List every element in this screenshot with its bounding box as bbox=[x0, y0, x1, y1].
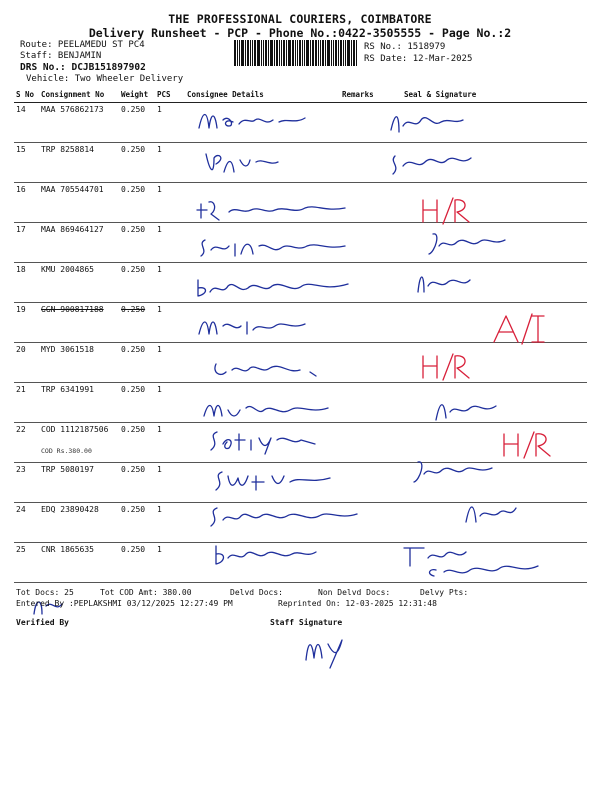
row-weight bbox=[119, 503, 155, 543]
row-sno-text: 14 bbox=[16, 105, 26, 114]
row-weight bbox=[119, 143, 155, 183]
barcode-bar bbox=[283, 40, 285, 66]
row-weight bbox=[119, 543, 155, 583]
row-pcs bbox=[155, 543, 185, 583]
entered-by: Entered By :PEPLAKSHMI 03/12/2025 12:27:49 PM bbox=[16, 599, 233, 608]
row-pcs-text: 1 bbox=[157, 425, 162, 434]
barcode-bar bbox=[288, 40, 291, 66]
consignee-signature-21 bbox=[200, 396, 340, 426]
row-sno-text: 15 bbox=[16, 145, 26, 154]
delivered-docs: Delvd Docs: bbox=[230, 588, 283, 597]
consignee-signature-20 bbox=[210, 354, 330, 384]
row-sno bbox=[14, 423, 39, 463]
row-consignment-no bbox=[39, 463, 119, 503]
barcode-bar bbox=[310, 40, 311, 66]
row-consignment-no-text: MAA 705544701 bbox=[41, 185, 104, 194]
row-sno bbox=[14, 383, 39, 423]
row-weight-text: 0.250 bbox=[121, 505, 146, 514]
runsheet-subtitle: Delivery Runsheet - PCP - Phone No.:0422-3505555 - Page No.:2 bbox=[88, 26, 512, 40]
non-delivered-docs: Non Delvd Docs: bbox=[318, 588, 391, 597]
row-sno bbox=[14, 463, 39, 503]
barcode-bar bbox=[356, 40, 357, 66]
barcode-bar bbox=[333, 40, 334, 66]
row-consignment-no-text: MAA 576862173 bbox=[41, 105, 104, 114]
col-sno: S No bbox=[14, 86, 39, 103]
staff-label: Staff: BENJAMIN bbox=[20, 51, 102, 61]
row-consignment-no-text: MYD 3061518 bbox=[41, 345, 94, 354]
col-consignee: Consignee Details bbox=[185, 86, 340, 103]
row-sno-text: 20 bbox=[16, 345, 26, 354]
row-sno-text: 21 bbox=[16, 385, 26, 394]
barcode-bar bbox=[299, 40, 301, 66]
row-sno bbox=[14, 223, 39, 263]
row-pcs-text: 1 bbox=[157, 305, 162, 314]
seal-signature-18 bbox=[410, 268, 480, 298]
barcode-bar bbox=[261, 40, 262, 66]
remark-hr-22 bbox=[496, 428, 566, 462]
consignee-signature-24 bbox=[205, 502, 365, 532]
row-remarks bbox=[340, 303, 390, 343]
seal-signature-24 bbox=[460, 498, 520, 528]
row-pcs bbox=[155, 263, 185, 303]
barcode-bar bbox=[254, 40, 256, 66]
row-sno bbox=[14, 103, 39, 143]
barcode-bar bbox=[295, 40, 296, 66]
route-label: Route: PEELAMEDU ST PC4 bbox=[20, 40, 145, 50]
row-weight bbox=[119, 423, 155, 463]
row-remarks bbox=[340, 103, 390, 143]
row-weight bbox=[119, 223, 155, 263]
row-weight bbox=[119, 183, 155, 223]
row-weight bbox=[119, 303, 155, 343]
barcode-bar bbox=[286, 40, 287, 66]
row-weight-text: 0.250 bbox=[121, 425, 146, 434]
row-sno bbox=[14, 183, 39, 223]
row-sno-text: 18 bbox=[16, 265, 26, 274]
row-pcs bbox=[155, 463, 185, 503]
row-sno-text: 16 bbox=[16, 185, 26, 194]
row-remarks bbox=[340, 383, 390, 423]
col-seal: Seal & Signature bbox=[390, 86, 587, 103]
row-pcs-text: 1 bbox=[157, 185, 162, 194]
row-sno-text: 17 bbox=[16, 225, 26, 234]
barcode-bar bbox=[245, 40, 246, 66]
barcode-bar bbox=[234, 40, 236, 66]
consignee-signature-22 bbox=[205, 426, 335, 456]
row-sno bbox=[14, 543, 39, 583]
row-consignment-no-text: TRP 6341991 bbox=[41, 385, 94, 394]
col-consignment: Consignment No bbox=[39, 86, 119, 103]
row-sno-text: 19 bbox=[16, 305, 26, 314]
row-sno-text: 24 bbox=[16, 505, 26, 514]
row-weight-text: 0.250 bbox=[121, 345, 146, 354]
staff-signature-mark bbox=[300, 630, 350, 670]
row-weight-text: 0.250 bbox=[121, 305, 146, 314]
row-consignment-no bbox=[39, 263, 119, 303]
barcode-bar bbox=[327, 40, 330, 66]
consignee-signature-25 bbox=[210, 540, 330, 570]
row-consignment-no-text: MAA 869464127 bbox=[41, 225, 104, 234]
row-consignment-no-text: KMU 2004865 bbox=[41, 265, 94, 274]
table-header-row bbox=[14, 86, 587, 103]
seal-signature-15 bbox=[385, 146, 485, 180]
row-pcs-text: 1 bbox=[157, 345, 162, 354]
row-weight-text: 0.250 bbox=[121, 105, 146, 114]
row-consignment-no bbox=[39, 303, 119, 343]
row-consignment-no-text: COD 1112187506 bbox=[41, 425, 109, 434]
barcode-bar bbox=[265, 40, 267, 66]
barcode-bar bbox=[276, 40, 278, 66]
barcode-bar bbox=[237, 40, 238, 66]
barcode-bar bbox=[268, 40, 269, 66]
barcode-bar bbox=[263, 40, 264, 66]
row-remarks bbox=[340, 143, 390, 183]
row-pcs bbox=[155, 303, 185, 343]
barcode-bar bbox=[241, 40, 244, 66]
total-cod-amount: Tot COD Amt: 380.00 bbox=[100, 588, 192, 597]
row-consignment-no bbox=[39, 183, 119, 223]
row-weight bbox=[119, 263, 155, 303]
remark-hr-20 bbox=[415, 350, 485, 384]
row-pcs bbox=[155, 143, 185, 183]
barcode-bar bbox=[353, 40, 355, 66]
consignee-signature-17 bbox=[195, 232, 365, 262]
row-consignment-no-text: TRP 5080197 bbox=[41, 465, 94, 474]
barcode-bar bbox=[306, 40, 309, 66]
row-pcs-text: 1 bbox=[157, 505, 162, 514]
row-pcs-text: 1 bbox=[157, 385, 162, 394]
barcode-bar bbox=[318, 40, 319, 66]
verified-by-label: Verified By bbox=[16, 618, 69, 627]
row-sno-text: 25 bbox=[16, 545, 26, 554]
barcode bbox=[234, 40, 360, 66]
consignee-signature-16 bbox=[195, 196, 365, 226]
barcode-bar bbox=[279, 40, 280, 66]
row-pcs bbox=[155, 383, 185, 423]
reprinted-on: Reprinted On: 12-03-2025 12:31:48 bbox=[278, 599, 437, 608]
barcode-bar bbox=[312, 40, 314, 66]
barcode-bar bbox=[325, 40, 326, 66]
barcode-bar bbox=[335, 40, 337, 66]
row-weight-text: 0.250 bbox=[121, 465, 146, 474]
row-pcs bbox=[155, 343, 185, 383]
row-weight-text: 0.250 bbox=[121, 185, 146, 194]
row-weight-text: 0.250 bbox=[121, 145, 146, 154]
seal-signature-14 bbox=[385, 108, 485, 138]
row-sno bbox=[14, 343, 39, 383]
row-weight-text: 0.250 bbox=[121, 225, 146, 234]
barcode-bar bbox=[320, 40, 321, 66]
row-weight-text: 0.250 bbox=[121, 545, 146, 554]
barcode-bar bbox=[340, 40, 342, 66]
row-sno bbox=[14, 503, 39, 543]
row-sno bbox=[14, 263, 39, 303]
col-remarks: Remarks bbox=[340, 86, 390, 103]
row-pcs-text: 1 bbox=[157, 145, 162, 154]
barcode-bar bbox=[281, 40, 282, 66]
row-consignment-no bbox=[39, 143, 119, 183]
barcode-bar bbox=[322, 40, 324, 66]
rs-date: RS Date: 12-Mar-2025 bbox=[364, 54, 473, 64]
remark-ai-19 bbox=[488, 312, 558, 348]
row-consignment-no bbox=[39, 543, 119, 583]
barcode-bar bbox=[338, 40, 339, 66]
signature-14 bbox=[195, 108, 335, 138]
row-weight bbox=[119, 343, 155, 383]
row-sno-text: 23 bbox=[16, 465, 26, 474]
row-consignment-no-text: TRP 8258814 bbox=[41, 145, 94, 154]
row-sno bbox=[14, 303, 39, 343]
row-pcs bbox=[155, 183, 185, 223]
barcode-bar bbox=[257, 40, 260, 66]
row-weight bbox=[119, 103, 155, 143]
row-remarks bbox=[340, 423, 390, 463]
row-consignment-no bbox=[39, 383, 119, 423]
col-pcs: PCS bbox=[155, 86, 185, 103]
barcode-bar bbox=[274, 40, 275, 66]
remark-hr-16 bbox=[415, 194, 485, 228]
seal-signature-23 bbox=[410, 456, 500, 486]
row-pcs bbox=[155, 103, 185, 143]
row-weight bbox=[119, 463, 155, 503]
barcode-bar bbox=[302, 40, 303, 66]
row-consignment-no bbox=[39, 423, 119, 463]
row-consignment-no bbox=[39, 503, 119, 543]
barcode-bar bbox=[252, 40, 253, 66]
barcode-bar bbox=[351, 40, 352, 66]
seal-signature-25 bbox=[400, 540, 560, 584]
row-pcs bbox=[155, 423, 185, 463]
row-pcs bbox=[155, 503, 185, 543]
staff-signature-label: Staff Signature bbox=[270, 618, 343, 627]
row-pcs-text: 1 bbox=[157, 225, 162, 234]
seal-signature-21 bbox=[430, 394, 510, 424]
barcode-bar bbox=[270, 40, 273, 66]
barcode-bar bbox=[292, 40, 294, 66]
row-consignment-no-text: GGN 900817188 bbox=[41, 305, 104, 314]
row-pcs-text: 1 bbox=[157, 105, 162, 114]
row-consignment-no-text: EDQ 23890428 bbox=[41, 505, 99, 514]
row-remarks bbox=[340, 343, 390, 383]
barcode-bar bbox=[304, 40, 305, 66]
barcode-bar bbox=[315, 40, 317, 66]
barcode-bar bbox=[331, 40, 332, 66]
row-pcs-text: 1 bbox=[157, 465, 162, 474]
row-consignment-no-text: CNR 1865635 bbox=[41, 545, 94, 554]
total-docs: Tot Docs: 25 bbox=[16, 588, 74, 597]
row-remarks bbox=[340, 543, 390, 583]
row-weight bbox=[119, 383, 155, 423]
row-consignment-no bbox=[39, 223, 119, 263]
cod-amount-note: COD Rs.380.00 bbox=[41, 447, 92, 455]
consignee-signature-23 bbox=[210, 466, 350, 496]
row-consignment-no bbox=[39, 343, 119, 383]
vehicle-label: Vehicle: Two Wheeler Delivery bbox=[26, 74, 184, 84]
barcode-bar bbox=[250, 40, 251, 66]
row-pcs bbox=[155, 223, 185, 263]
row-consignment-no bbox=[39, 103, 119, 143]
signature-15 bbox=[200, 148, 320, 178]
row-pcs-text: 1 bbox=[157, 545, 162, 554]
barcode-bar bbox=[343, 40, 344, 66]
col-weight: Weight bbox=[119, 86, 155, 103]
rs-number: RS No.: 1518979 bbox=[364, 42, 446, 52]
barcode-bar bbox=[297, 40, 298, 66]
company-title: THE PROFESSIONAL COURIERS, COIMBATORE bbox=[168, 12, 432, 26]
barcode-bar bbox=[347, 40, 350, 66]
barcode-bar bbox=[239, 40, 240, 66]
consignee-signature-18 bbox=[192, 272, 362, 304]
barcode-bar bbox=[247, 40, 249, 66]
consignee-signature-19 bbox=[195, 312, 335, 342]
delivery-points: Delvy Pts: bbox=[420, 588, 469, 597]
row-sno-text: 22 bbox=[16, 425, 26, 434]
row-pcs-text: 1 bbox=[157, 265, 162, 274]
barcode-bar bbox=[345, 40, 346, 66]
row-sno bbox=[14, 143, 39, 183]
row-weight-text: 0.250 bbox=[121, 265, 146, 274]
drs-number: DRS No.: DCJB151897902 bbox=[20, 62, 146, 73]
row-weight-text: 0.250 bbox=[121, 385, 146, 394]
seal-signature-17 bbox=[425, 228, 525, 258]
